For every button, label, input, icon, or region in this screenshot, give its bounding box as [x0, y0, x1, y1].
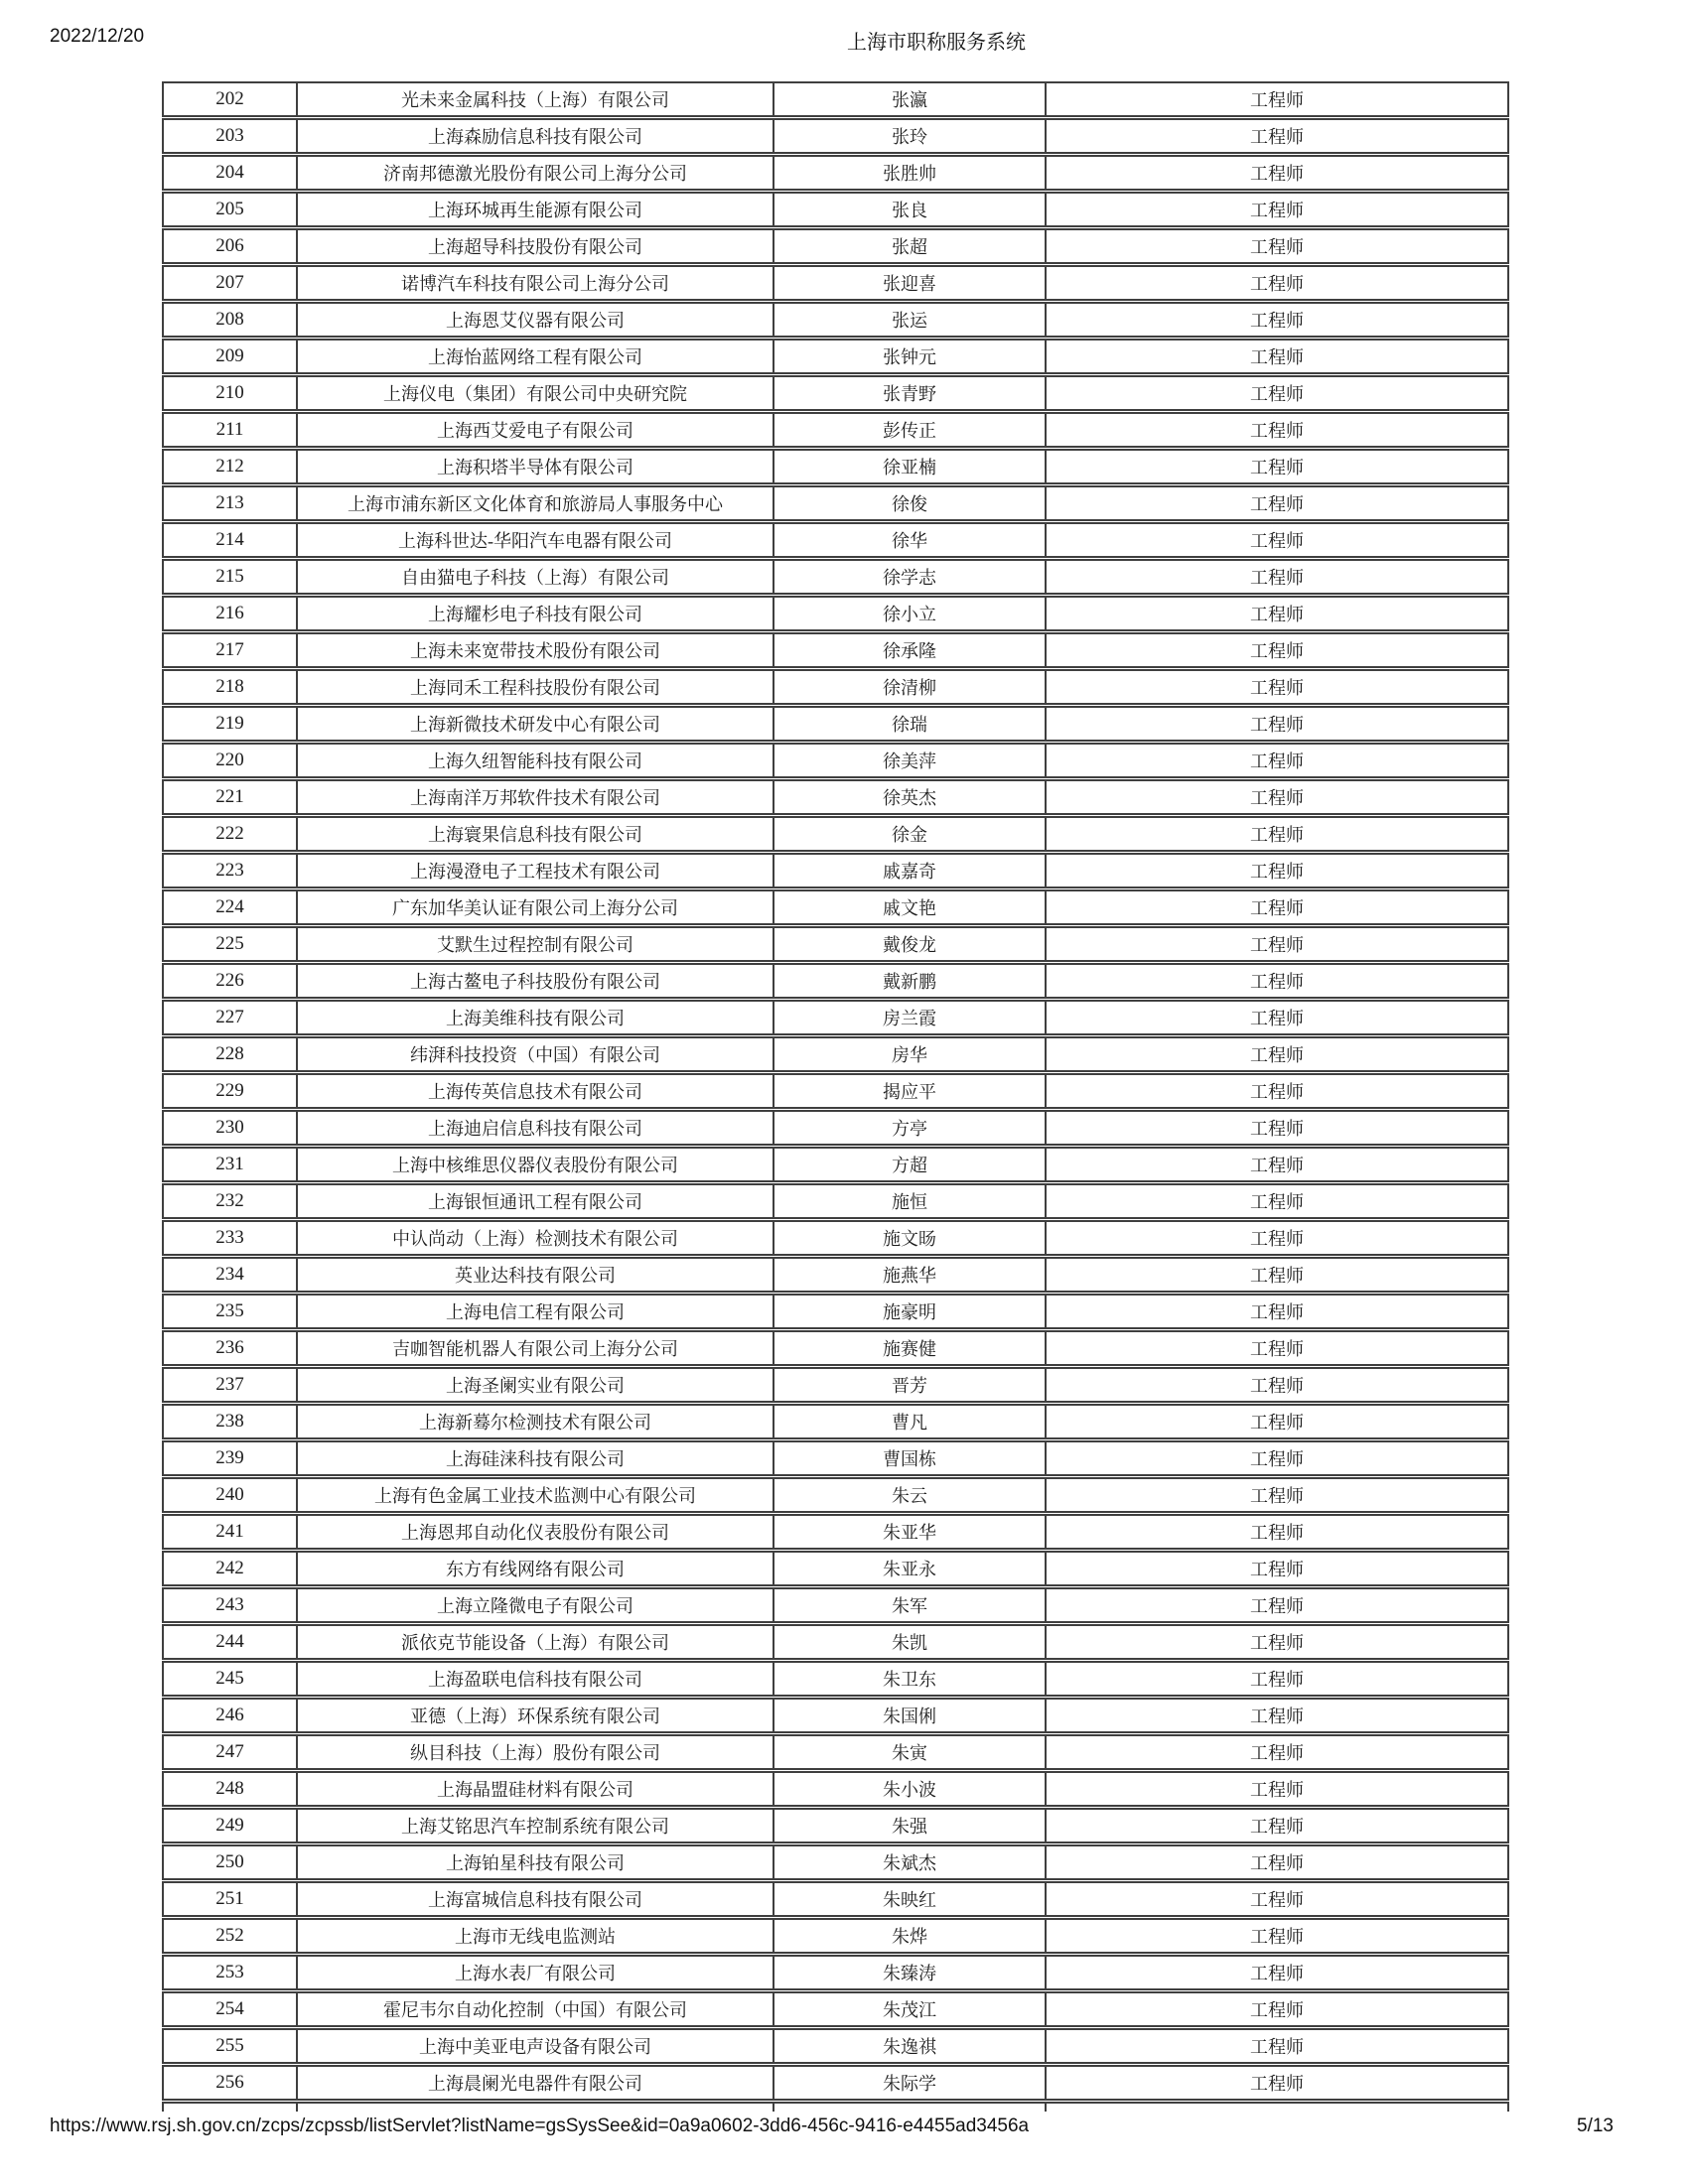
table-row [162, 1661, 1509, 1697]
cell-title: 工程师 [1250, 458, 1304, 478]
cell-company: 济南邦德激光股份有限公司上海分公司 [298, 157, 774, 189]
cell-name: 徐亚楠 [774, 451, 1047, 482]
cell-name: 朱小波 [774, 1773, 1047, 1805]
cell-no: 228 [164, 1038, 298, 1070]
cell-name: 朱逸祺 [774, 2030, 1047, 2062]
cell-company: 上海圣阑实业有限公司 [298, 1369, 774, 1401]
cell-title: 工程师 [1250, 1192, 1304, 1212]
cell-title: 工程师 [1250, 1817, 1304, 1837]
cell-name: 朱臻涛 [774, 1957, 1047, 1988]
cell-company: 上海迪启信息科技有限公司 [298, 1112, 774, 1144]
cell-title: 工程师 [1250, 1706, 1304, 1726]
cell-title: 工程师 [1250, 494, 1304, 514]
cell-company: 上海中美亚电声设备有限公司 [298, 2030, 774, 2062]
cell-name: 徐美萍 [774, 745, 1047, 776]
table-row [162, 559, 1509, 595]
cell-name: 张良 [774, 194, 1047, 225]
cell-title: 工程师 [1250, 641, 1304, 661]
cell-title: 工程师 [1250, 90, 1304, 110]
table-row [162, 1771, 1509, 1807]
cell-title: 工程师 [1250, 788, 1304, 808]
cell-no: 206 [164, 230, 298, 262]
cell-title: 工程师 [1250, 237, 1304, 257]
cell-no: 227 [164, 1002, 298, 1033]
cell-name: 张胜帅 [774, 157, 1047, 189]
cell-title: 工程师 [1250, 1376, 1304, 1396]
table-row [162, 118, 1509, 154]
cell-no: 231 [164, 1149, 298, 1180]
cell-company: 纵目科技（上海）股份有限公司 [298, 1736, 774, 1768]
cell-name: 朱茂江 [774, 1993, 1047, 2025]
cell-name: 朱际学 [774, 2067, 1047, 2099]
cell-company: 上海漫澄电子工程技术有限公司 [298, 855, 774, 887]
cell-name: 朱强 [774, 1810, 1047, 1842]
cell-no: 218 [164, 671, 298, 703]
cell-no: 240 [164, 1479, 298, 1511]
cell-title: 工程师 [1250, 1780, 1304, 1800]
cell-name: 徐华 [774, 524, 1047, 556]
cell-company: 纬湃科技投资（中国）有限公司 [298, 1038, 774, 1070]
cell-company: 艾默生过程控制有限公司 [298, 928, 774, 960]
cell-no: 234 [164, 1259, 298, 1291]
cell-no: 212 [164, 451, 298, 482]
cell-no: 221 [164, 781, 298, 813]
cell-title: 工程师 [1250, 1596, 1304, 1616]
cell-name: 徐金 [774, 818, 1047, 850]
cell-company: 上海晨阑光电器件有限公司 [298, 2067, 774, 2099]
table-row [162, 743, 1509, 778]
cell-title: 工程师 [1250, 2000, 1304, 2020]
cell-company: 上海银恒通讯工程有限公司 [298, 1185, 774, 1217]
cell-name: 徐承隆 [774, 634, 1047, 666]
cell-no: 248 [164, 1773, 298, 1805]
table-row [162, 1073, 1509, 1109]
cell-company: 上海仪电（集团）有限公司中央研究院 [298, 377, 774, 409]
table-row [162, 1000, 1509, 1035]
cell-name: 徐学志 [774, 561, 1047, 593]
cell-company: 东方有线网络有限公司 [298, 1553, 774, 1584]
cell-company: 上海未来宽带技术股份有限公司 [298, 634, 774, 666]
cell-company: 上海恩邦自动化仪表股份有限公司 [298, 1516, 774, 1548]
table-row [162, 1477, 1509, 1513]
table-row [162, 1514, 1509, 1550]
cell-name: 张青野 [774, 377, 1047, 409]
cell-name: 徐瑞 [774, 708, 1047, 740]
cell-company: 英业达科技有限公司 [298, 1259, 774, 1291]
table-row [162, 1036, 1509, 1072]
table-row [162, 779, 1509, 815]
cell-name: 房兰霞 [774, 1002, 1047, 1033]
cell-no: 251 [164, 1883, 298, 1915]
cell-title: 工程师 [1250, 1009, 1304, 1028]
cell-company: 上海森励信息科技有限公司 [298, 120, 774, 152]
cell-title: 工程师 [1250, 1743, 1304, 1763]
cell-name: 徐清柳 [774, 671, 1047, 703]
cell-company: 上海电信工程有限公司 [298, 1296, 774, 1327]
cell-company: 上海久纽智能科技有限公司 [298, 745, 774, 776]
table-row [162, 669, 1509, 705]
cell-no: 238 [164, 1406, 298, 1437]
cell-no: 253 [164, 1957, 298, 1988]
cell-name: 朱斌杰 [774, 1846, 1047, 1878]
cell-name: 曹国栋 [774, 1442, 1047, 1474]
cell-title: 工程师 [1250, 201, 1304, 220]
cell-name: 朱云 [774, 1479, 1047, 1511]
cell-name: 曹凡 [774, 1406, 1047, 1437]
cell-company: 上海古鳌电子科技股份有限公司 [298, 965, 774, 997]
cell-company: 自由猫电子科技（上海）有限公司 [298, 561, 774, 593]
cell-title: 工程师 [1250, 1964, 1304, 1983]
table-row [162, 706, 1509, 742]
cell-title: 工程师 [1250, 1045, 1304, 1065]
cell-company: 上海同禾工程科技股份有限公司 [298, 671, 774, 703]
cell-company: 上海新蓦尔检测技术有限公司 [298, 1406, 774, 1437]
table-row [162, 1330, 1509, 1366]
cell-company: 诺博汽车科技有限公司上海分公司 [298, 267, 774, 299]
table-row [162, 1991, 1509, 2027]
cell-no: 217 [164, 634, 298, 666]
cell-title: 工程师 [1250, 2037, 1304, 2057]
table-row [162, 192, 1509, 227]
cell-title: 工程师 [1250, 568, 1304, 588]
cell-title: 工程师 [1250, 862, 1304, 882]
cell-title: 工程师 [1250, 1449, 1304, 1469]
cell-title: 工程师 [1250, 1339, 1304, 1359]
cell-company: 广东加华美认证有限公司上海分公司 [298, 891, 774, 923]
table-row [162, 1918, 1509, 1954]
title-table [162, 81, 1509, 2112]
cell-name: 徐小立 [774, 598, 1047, 629]
cell-company: 上海立隆微电子有限公司 [298, 1589, 774, 1621]
cell-no: 243 [164, 1589, 298, 1621]
cell-company: 上海有色金属工业技术监测中心有限公司 [298, 1479, 774, 1511]
table-row [162, 1698, 1509, 1733]
cell-title: 工程师 [1250, 1229, 1304, 1249]
cell-company: 上海市无线电监测站 [298, 1920, 774, 1952]
table-row [162, 632, 1509, 668]
cell-title: 工程师 [1250, 898, 1304, 918]
cell-name: 施燕华 [774, 1259, 1047, 1291]
table-row [162, 1587, 1509, 1623]
cell-no: 229 [164, 1075, 298, 1107]
cell-company: 上海南洋万邦软件技术有限公司 [298, 781, 774, 813]
cell-company: 上海晶盟硅材料有限公司 [298, 1773, 774, 1805]
cell-title: 工程师 [1250, 1523, 1304, 1543]
cell-title: 工程师 [1250, 384, 1304, 404]
cell-name: 朱烨 [774, 1920, 1047, 1952]
cell-company: 上海科世达-华阳汽车电器有限公司 [298, 524, 774, 556]
cell-no: 233 [164, 1222, 298, 1254]
cell-title: 工程师 [1250, 127, 1304, 147]
cell-no: 203 [164, 120, 298, 152]
cell-company: 上海美维科技有限公司 [298, 1002, 774, 1033]
cell-company: 上海耀杉电子科技有限公司 [298, 598, 774, 629]
table-row [162, 1367, 1509, 1403]
cell-title: 工程师 [1250, 1266, 1304, 1286]
cell-company: 亚德（上海）环保系统有限公司 [298, 1700, 774, 1731]
cell-title: 工程师 [1250, 1486, 1304, 1506]
cell-no: 222 [164, 818, 298, 850]
table-row [162, 1955, 1509, 1990]
cell-company: 上海怡蓝网络工程有限公司 [298, 341, 774, 372]
cell-title: 工程师 [1250, 311, 1304, 331]
cell-company: 上海恩艾仪器有限公司 [298, 304, 774, 336]
cell-name: 戚嘉奇 [774, 855, 1047, 887]
cell-title: 工程师 [1250, 531, 1304, 551]
cell-name: 朱凯 [774, 1626, 1047, 1658]
cell-no: 246 [164, 1700, 298, 1731]
cell-company: 上海中核维思仪器仪表股份有限公司 [298, 1149, 774, 1180]
table-row [162, 1147, 1509, 1182]
cell-title: 工程师 [1250, 1560, 1304, 1579]
cell-no: 235 [164, 1296, 298, 1327]
cell-name: 徐俊 [774, 487, 1047, 519]
cell-title: 工程师 [1250, 605, 1304, 624]
cell-title: 工程师 [1250, 421, 1304, 441]
cell-title: 工程师 [1250, 678, 1304, 698]
cell-title: 工程师 [1250, 1890, 1304, 1910]
table-row [162, 522, 1509, 558]
table-row [162, 339, 1509, 374]
cell-company: 上海西艾爱电子有限公司 [298, 414, 774, 446]
cell-title: 工程师 [1250, 751, 1304, 771]
cell-name: 揭应平 [774, 1075, 1047, 1107]
cell-company: 霍尼韦尔自动化控制（中国）有限公司 [298, 1993, 774, 2025]
cell-name: 张运 [774, 304, 1047, 336]
cell-name: 张瀛 [774, 83, 1047, 115]
table-row [162, 963, 1509, 999]
cell-title: 工程师 [1250, 1927, 1304, 1947]
page-title: 上海市职称服务系统 [847, 32, 1026, 54]
cell-company: 上海硅涞科技有限公司 [298, 1442, 774, 1474]
cell-empty [1047, 2104, 1507, 2112]
footer-url: https://www.rsj.sh.gov.cn/zcps/zcpssb/listServlet?listName=gsSysSee&id=0a9a0602-3dd6-456c-9416-e4455ad3456a [50, 2116, 1030, 2136]
cell-title: 工程师 [1250, 347, 1304, 367]
cell-name: 张超 [774, 230, 1047, 262]
cell-no: 208 [164, 304, 298, 336]
cell-company: 派依克节能设备（上海）有限公司 [298, 1626, 774, 1658]
cell-no: 242 [164, 1553, 298, 1584]
cell-company: 上海积塔半导体有限公司 [298, 451, 774, 482]
cell-name: 张迎喜 [774, 267, 1047, 299]
cell-no: 245 [164, 1663, 298, 1695]
cell-no: 216 [164, 598, 298, 629]
cell-no: 230 [164, 1112, 298, 1144]
table-row [162, 1881, 1509, 1917]
cell-title: 工程师 [1250, 825, 1304, 845]
table-row [162, 228, 1509, 264]
cell-empty [164, 2104, 298, 2112]
cell-no: 239 [164, 1442, 298, 1474]
cell-name: 彭传正 [774, 414, 1047, 446]
cell-no: 211 [164, 414, 298, 446]
cell-no: 254 [164, 1993, 298, 2025]
cell-title: 工程师 [1250, 972, 1304, 992]
table-row [162, 1844, 1509, 1880]
cell-name: 施豪明 [774, 1296, 1047, 1327]
table-row [162, 889, 1509, 925]
cell-no: 219 [164, 708, 298, 740]
cell-title: 工程师 [1250, 1082, 1304, 1102]
cell-no: 215 [164, 561, 298, 593]
cell-name: 张钟元 [774, 341, 1047, 372]
cell-name: 施恒 [774, 1185, 1047, 1217]
cell-title: 工程师 [1250, 1156, 1304, 1175]
cell-name: 方超 [774, 1149, 1047, 1180]
table-row [162, 2028, 1509, 2064]
cell-title: 工程师 [1250, 1302, 1304, 1322]
table-row [162, 1294, 1509, 1329]
cell-no: 226 [164, 965, 298, 997]
cell-name: 方亭 [774, 1112, 1047, 1144]
cell-no: 244 [164, 1626, 298, 1658]
cell-title: 工程师 [1250, 164, 1304, 184]
cell-name: 张玲 [774, 120, 1047, 152]
cell-no: 209 [164, 341, 298, 372]
cell-no: 250 [164, 1846, 298, 1878]
cell-no: 256 [164, 2067, 298, 2099]
footer-page-indicator: 5/13 [1577, 2116, 1614, 2136]
cell-name: 戴新鹏 [774, 965, 1047, 997]
cell-name: 朱寅 [774, 1736, 1047, 1768]
cell-no: 223 [164, 855, 298, 887]
cell-company: 上海盈联电信科技有限公司 [298, 1663, 774, 1695]
cell-name: 施赛健 [774, 1332, 1047, 1364]
cell-no: 252 [164, 1920, 298, 1952]
table-row [162, 596, 1509, 631]
table-row [162, 302, 1509, 338]
cell-no: 247 [164, 1736, 298, 1768]
cell-title: 工程师 [1250, 715, 1304, 735]
cell-title: 工程师 [1250, 935, 1304, 955]
table-row [162, 1404, 1509, 1439]
cell-name: 戚文艳 [774, 891, 1047, 923]
table-row [162, 81, 1509, 117]
cell-company: 上海铂星科技有限公司 [298, 1846, 774, 1878]
cell-no: 232 [164, 1185, 298, 1217]
table-row [162, 449, 1509, 484]
cell-name: 朱军 [774, 1589, 1047, 1621]
cell-no: 207 [164, 267, 298, 299]
cell-title: 工程师 [1250, 1633, 1304, 1653]
cell-company: 上海传英信息技术有限公司 [298, 1075, 774, 1107]
cell-name: 朱亚华 [774, 1516, 1047, 1548]
cell-name: 朱国俐 [774, 1700, 1047, 1731]
cell-company: 上海富城信息科技有限公司 [298, 1883, 774, 1915]
cell-no: 224 [164, 891, 298, 923]
cell-company: 上海寰果信息科技有限公司 [298, 818, 774, 850]
table-row [162, 485, 1509, 521]
table-row [162, 1624, 1509, 1660]
table-row [162, 155, 1509, 191]
table-row [162, 1110, 1509, 1146]
table-row [162, 1183, 1509, 1219]
cell-no: 236 [164, 1332, 298, 1364]
table-row [162, 1220, 1509, 1256]
cell-no: 205 [164, 194, 298, 225]
cell-no: 220 [164, 745, 298, 776]
table-row [162, 1440, 1509, 1476]
cell-company: 上海市浦东新区文化体育和旅游局人事服务中心 [298, 487, 774, 519]
table-row [162, 412, 1509, 448]
cell-company: 上海环城再生能源有限公司 [298, 194, 774, 225]
cell-name: 朱卫东 [774, 1663, 1047, 1695]
cell-company: 中认尚动（上海）检测技术有限公司 [298, 1222, 774, 1254]
cell-name: 房华 [774, 1038, 1047, 1070]
cell-name: 戴俊龙 [774, 928, 1047, 960]
table-row-partial [162, 2102, 1509, 2112]
cell-title: 工程师 [1250, 274, 1304, 294]
cell-name: 晋芳 [774, 1369, 1047, 1401]
cell-name: 徐英杰 [774, 781, 1047, 813]
cell-company: 光未来金属科技（上海）有限公司 [298, 83, 774, 115]
cell-no: 255 [164, 2030, 298, 2062]
table-row [162, 853, 1509, 888]
cell-name: 朱亚永 [774, 1553, 1047, 1584]
cell-no: 202 [164, 83, 298, 115]
cell-title: 工程师 [1250, 1670, 1304, 1690]
header-date: 2022/12/20 [50, 26, 145, 47]
cell-name: 施文旸 [774, 1222, 1047, 1254]
cell-no: 210 [164, 377, 298, 409]
cell-company: 上海新微技术研发中心有限公司 [298, 708, 774, 740]
cell-no: 249 [164, 1810, 298, 1842]
cell-no: 237 [164, 1369, 298, 1401]
cell-title: 工程师 [1250, 1119, 1304, 1139]
table-row [162, 1257, 1509, 1293]
cell-company: 吉咖智能机器人有限公司上海分公司 [298, 1332, 774, 1364]
cell-company: 上海水表厂有限公司 [298, 1957, 774, 1988]
cell-no: 241 [164, 1516, 298, 1548]
cell-empty [298, 2104, 774, 2112]
cell-title: 工程师 [1250, 2074, 1304, 2094]
table-row [162, 1551, 1509, 1586]
cell-name: 朱映红 [774, 1883, 1047, 1915]
cell-title: 工程师 [1250, 1853, 1304, 1873]
cell-no: 204 [164, 157, 298, 189]
cell-company: 上海艾铭思汽车控制系统有限公司 [298, 1810, 774, 1842]
table-row [162, 1808, 1509, 1843]
cell-empty [774, 2104, 1047, 2112]
table-row [162, 2065, 1509, 2101]
cell-no: 213 [164, 487, 298, 519]
cell-no: 214 [164, 524, 298, 556]
cell-company: 上海超导科技股份有限公司 [298, 230, 774, 262]
table-row [162, 1734, 1509, 1770]
table-row [162, 265, 1509, 301]
table-row [162, 375, 1509, 411]
cell-no: 225 [164, 928, 298, 960]
table-row [162, 926, 1509, 962]
table-row [162, 816, 1509, 852]
cell-title: 工程师 [1250, 1413, 1304, 1433]
